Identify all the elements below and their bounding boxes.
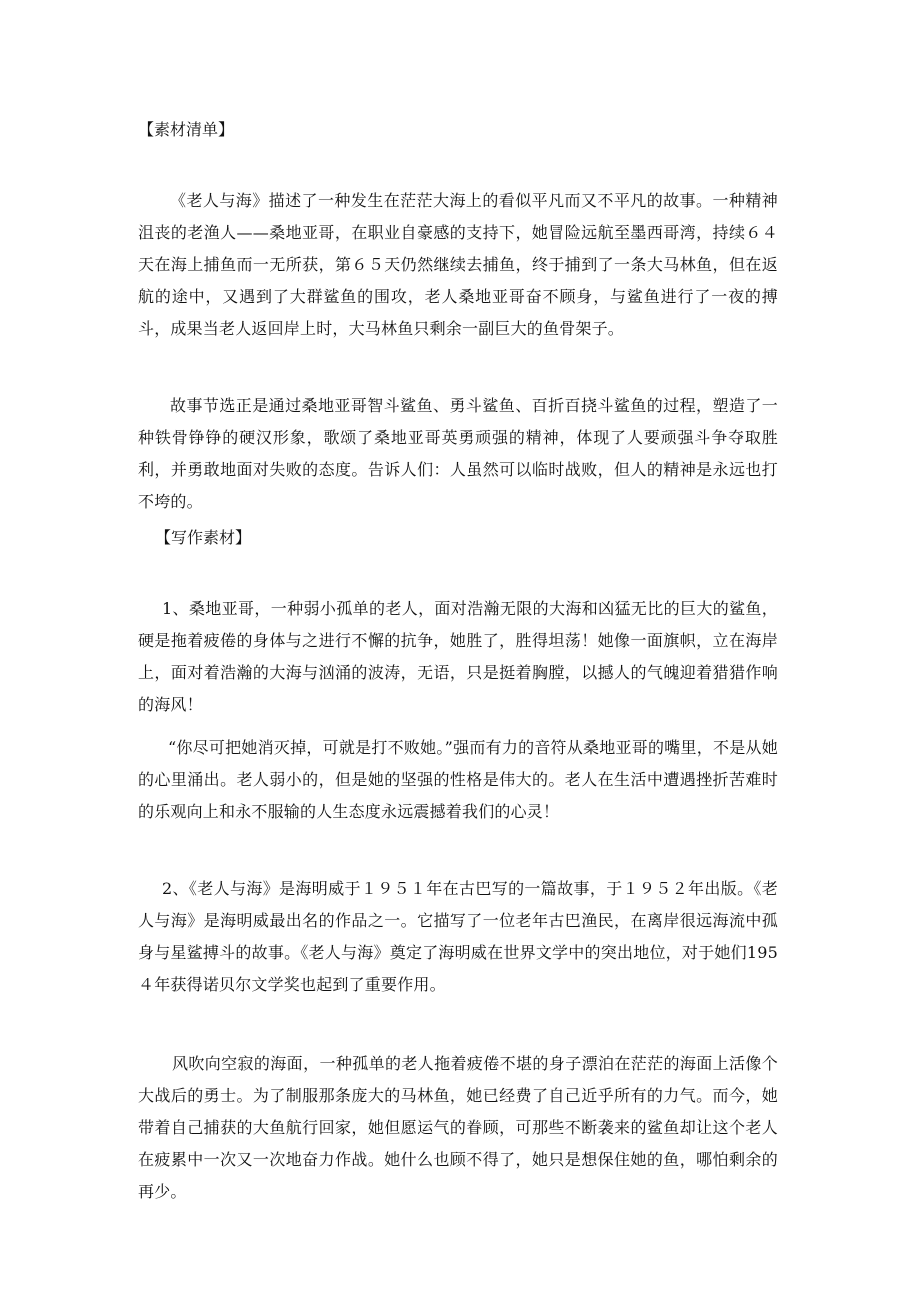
- paragraph-summary: 《老人与海》描述了一种发生在茫茫大海上的看似平凡而又不平凡的故事。一种精神沮丧的老渔人——桑地亚哥，在职业自豪感的支持下，她冒险远航至墨西哥湾，持续６４天在海上捕鱼而一无所获，第６５天仍然继续去捕鱼，终于捕到了一条大马林鱼，但在返航的途中，又遇到了大群鲨鱼的围攻，老人桑地亚哥奋不顾身，与鲨鱼进行了一夜的搏斗，成果当老人返回岸上时，大马林鱼只剩余一副巨大的鱼骨架子。: [138, 191, 778, 338]
- section-heading-writing: 【写作素材】: [155, 528, 252, 547]
- section-heading-materials: 【素材清单】: [138, 120, 235, 139]
- paragraph-theme: 故事节选正是通过桑地亚哥智斗鲨鱼、勇斗鲨鱼、百折百挠斗鲨鱼的过程，塑造了一种铁骨铮铮的硬汉形象，歌颂了桑地亚哥英勇顽强的精神，体现了人要顽强斗争夺取胜利，并勇敢地面对失败的态度。告诉人们：人虽然可以临时战败，但人的精神是永远也打不垮的。: [138, 396, 778, 511]
- paragraph-sea-scene: 风吹向空寂的海面，一种孤单的老人拖着疲倦不堪的身子漂泊在茫茫的海面上活像个大战后的勇士。为了制服那条庞大的马林鱼，她已经费了自己近乎所有的力气。而今，她带着自己捕获的大鱼航行回家，她但愿运气的眷顾，可那些不断袭来的鲨鱼却让这个老人在疲累中一次又一次地奋力作战。她什么也顾不得了，她只是想保住她的鱼，哪怕剩余的再少。: [138, 1054, 778, 1201]
- paragraph-writing-1: 1、桑地亚哥，一种弱小孤单的老人，面对浩瀚无限的大海和凶猛无比的巨大的鲨鱼，硬是拖着疲倦的身体与之进行不懈的抗争，她胜了，胜得坦荡！她像一面旗帜，立在海岸上，面对着浩瀚的大海与汹涌的波涛，无语，只是挺着胸膛，以撼人的气魄迎着猎猎作响的海风！: [138, 599, 778, 714]
- paragraph-writing-2: 2、《老人与海》是海明威于１９５１年在古巴写的一篇故事，于１９５２年出版。《老人与海》是海明威最出名的作品之一。它描写了一位老年古巴渔民，在离岸很远海流中孤身与星鲨搏斗的故事。《老人与海》奠定了海明威在世界文学中的突出地位，对于她们195４年获得诺贝尔文学奖也起到了重要作用。: [138, 879, 778, 994]
- paragraph-quote: “你尽可把她消灭掉，可就是打不败她。”强而有力的音符从桑地亚哥的嘴里，不是从她的心里涌出。老人弱小的，但是她的坚强的性格是伟大的。老人在生活中遭遇挫折苦难时的乐观向上和永不服输的人生态度永远震撼着我们的心灵！: [138, 738, 778, 821]
